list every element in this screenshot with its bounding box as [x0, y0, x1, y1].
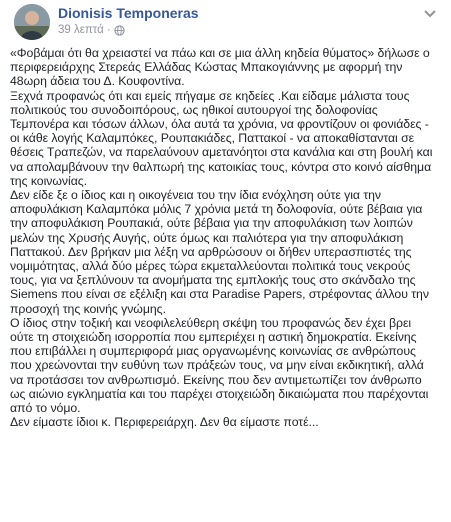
post-paragraph: Ξεχνά προφανώς ότι και εμείς πήγαμε σε κηδείες .Και είδαμε μάλιστα τους πολιτικούς του συνοδοιπόρους, ως ηθικοί αυτουργοί της δολοφονίας Τεμπονέρα και τόσων άλλων, όλα αυτά τα χρόνια, να φροντίζουν οι φονιάδες - οι κάθε λογής Καλαμπόκες, Ρουπακιάδες, Παττακοί - να αποκαθίστανται σε θέσεις Τραπεζών, να παρελαύνουν αμετανόητοι στα κανάλια και στη βουλή και να απολαμβάνουν την θαλπωρή της κατοικίας τους, κόντρα στο κοινό αίσθημα της κοινωνίας. [10, 88, 433, 188]
post-header [8, 0, 445, 44]
post-paragraph: Δεν είμαστε ίδιοι κ. Περιφερειάρχη. Δεν θα είμαστε ποτέ... [10, 415, 319, 430]
author-name[interactable]: Dionisis Temponeras [58, 5, 199, 21]
post-paragraph: Δεν είδε ξε ο ίδιος και η οικογένεια του την ίδια ενόχληση ούτε για την αποφυλάκιση Καλαμπόκα μόλις 7 χρόνια μετά τη δολοφονία, ούτε βέβαια για την αποφυλάκιση Ρουπακιά, ούτε βέβαια για την αποφυλάκιση των λοιπών μελών της Χρυσής Αυγής, ούτε όμως και παλιότερα για την αποφυλάκιση Παττακού. Δεν βρήκαν μια λέξη να αρθρώσουν οι δήθεν υπερασπιστές της νομιμότητας, αλλά δύο μέρες τώρα εκμεταλλεύονται πολιτικά τους νεκρούς τους, για να ξεπλύνουν τα ανομήματα της εμπλοκής τους στο σκάνδαλο της Siemens που είναι σε εξέλιξη και στα Paradise Papers, στρέφοντας άλλου την προσοχή της κοινής γνώμης. [10, 188, 429, 316]
post-meta [58, 24, 125, 36]
chevron-down-icon[interactable] [423, 6, 437, 16]
post-paragraph: «Φοβάμαι ότι θα χρειαστεί να πάω και σε μια άλλη κηδεία θύματος» δήλωσε ο περιφερειάρχης Στερεάς Ελλάδας Κώστας Μπακογιάννης με αφορμή την 48ωρη άδεια του Δ. Κουφοντίνα. [10, 46, 430, 89]
post-body [8, 44, 445, 429]
post-paragraph: Ο ίδιος στην τοξική και νεοφιλελεύθερη σκέψη του προφανώς δεν έχει βρει ούτε τη στοιχειώδη ισορροπία που εμπεριέχει η αστική δημοκρατία. Εκείνης που επιβάλλει η συμπεριφορά μιας οργανωμένης κοινωνίας σε ανθρώπους που χρεώνονται την ευθύνη των πράξεών τους, να μην είναι εκδικητική, αλλά να προτάσσει τον ανθρωπισμό. Εκείνης που δεν αντιμετωπίζει τον άνθρωπο ως αιώνιο εγκληματία και του παρέχει στοιχειώδη δικαιώματα που παρέχονται από το νόμο. [10, 315, 429, 416]
meta-separator: · [106, 24, 111, 36]
globe-icon[interactable] [114, 25, 125, 36]
post-time[interactable]: 39 λεπτά [58, 24, 104, 36]
avatar[interactable] [14, 4, 50, 40]
